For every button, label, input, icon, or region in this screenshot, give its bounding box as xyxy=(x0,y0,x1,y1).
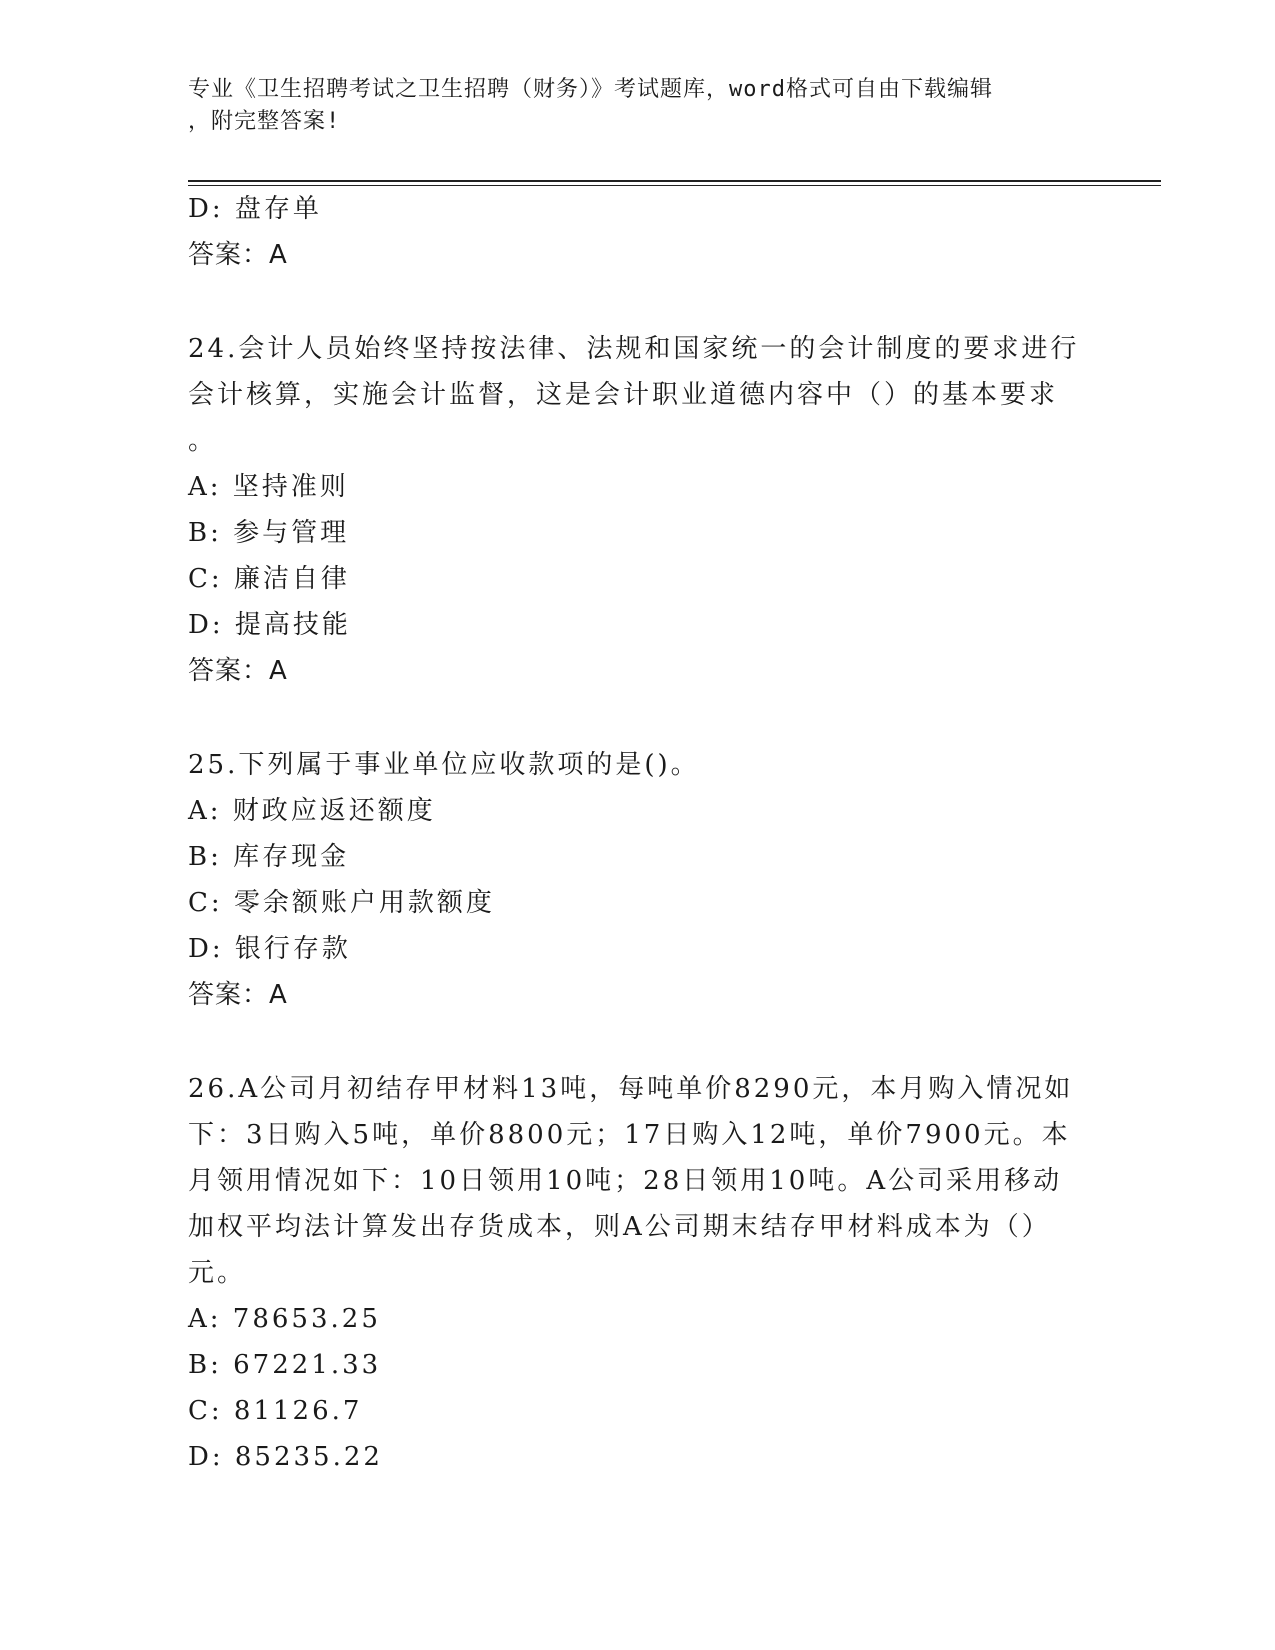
spacer xyxy=(188,694,1088,742)
question-23-tail xyxy=(188,186,1088,278)
question-text-line: 元。 xyxy=(188,1258,247,1288)
question-text-line: 。 xyxy=(188,426,218,456)
answer-line: 答案：A xyxy=(188,240,288,270)
question-24 xyxy=(188,326,1088,694)
question-26 xyxy=(188,1066,1088,1480)
option-d: D: 银行存款 xyxy=(188,934,351,964)
question-text-line: 下：3日购入5吨，单价8800元；17日购入12吨，单价7900元。本 xyxy=(188,1120,1071,1150)
answer-line: 答案：A xyxy=(188,656,288,686)
option-c: C: 廉洁自律 xyxy=(188,564,350,594)
header-line-1: 专业《卫生招聘考试之卫生招聘（财务）》考试题库，word格式可自由下载编辑 xyxy=(188,77,993,102)
question-text-line: 会计核算，实施会计监督，这是会计职业道德内容中（）的基本要求 xyxy=(188,380,1059,410)
question-25 xyxy=(188,742,1088,1018)
spacer xyxy=(188,1018,1088,1066)
answer-line: 答案：A xyxy=(188,980,288,1010)
document-body xyxy=(188,186,1088,1480)
option-d: D: 盘存单 xyxy=(188,194,322,224)
option-a: A: 78653.25 xyxy=(188,1304,381,1334)
question-text-line: 26.A公司月初结存甲材料13吨，每吨单价8290元，本月购入情况如 xyxy=(188,1074,1074,1104)
question-text-line: 25.下列属于事业单位应收款项的是()。 xyxy=(188,750,700,780)
option-d: D: 提高技能 xyxy=(188,610,351,640)
header-divider-thick xyxy=(188,180,1161,182)
header-line-2: ，附完整答案! xyxy=(188,109,341,134)
document-header xyxy=(188,74,1068,138)
option-a: A: 财政应返还额度 xyxy=(188,796,436,826)
option-a: A: 坚持准则 xyxy=(188,472,349,502)
option-b: B: 67221.33 xyxy=(188,1350,382,1380)
option-c: C: 零余额账户用款额度 xyxy=(188,888,495,918)
option-b: B: 库存现金 xyxy=(188,842,350,872)
option-b: B: 参与管理 xyxy=(188,518,350,548)
question-text-line: 24.会计人员始终坚持按法律、法规和国家统一的会计制度的要求进行 xyxy=(188,334,1080,364)
question-text-line: 加权平均法计算发出存货成本，则A公司期末结存甲材料成本为（） xyxy=(188,1212,1051,1242)
spacer xyxy=(188,278,1088,326)
question-text-line: 月领用情况如下：10日领用10吨；28日领用10吨。A公司采用移动 xyxy=(188,1166,1063,1196)
option-c: C: 81126.7 xyxy=(188,1396,363,1426)
option-d: D: 85235.22 xyxy=(188,1442,383,1472)
